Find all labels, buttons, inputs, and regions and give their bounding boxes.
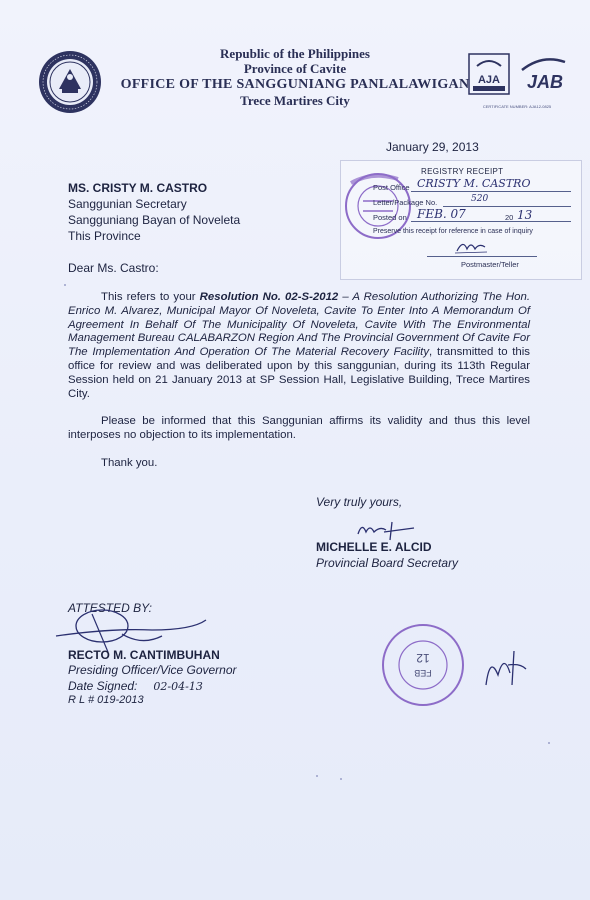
receipt-handwritten-number: 520 [471,194,489,204]
teller-signature-icon [453,237,489,257]
receipt-post-office-label: Post Office [373,183,410,192]
date-signed-label: Date Signed: [68,679,138,693]
attester-name: RECTO M. CANTIMBUHAN [68,648,220,662]
body-p1-intro: This refers to your [101,291,200,303]
certification-logos [467,50,567,112]
paper-speck [548,742,550,744]
receipt-year-prefix: 20 [505,213,514,222]
resolution-number: Resolution No. 02-S-2012 [199,291,339,303]
receipt-line-postmaster [427,256,537,257]
body-p1-dash: – [338,291,353,303]
receipt-letter-label: Letter/Package No. [373,198,438,207]
body-paragraph-2: Please be informed that this Sanggunian affirms its validity and thus this level interposes no objection to its implementation. [68,415,530,442]
addressee-line3: This Province [68,229,141,243]
resolution-title: A Resolution Authorizing The Hon. Enrico M. Alvarez, Municipal Mayor Of Noveleta, Cavite To Enter Into A Memorandum Of Agreement In Behalf Of The Municipality Of Noveleta, Cavite With The Environmental Management Bureau CALABARZON Region And The Provincial Government Of Cavite For The Implementation And Operation Of The Material Recovery Facility [68,291,530,359]
paper-speck [340,778,342,780]
letter-date: January 29, 2013 [386,140,479,154]
svg-text:AJA: AJA [477,74,501,86]
letterhead [110,46,480,108]
addressee-block [68,180,240,244]
addressee-line2: Sangguniang Bayan of Noveleta [68,213,241,227]
certificate-number: CERTIFICATE NUMBER: AJA12-0825 [482,104,552,109]
stamp2-day: 12 [416,651,430,665]
header-province: Province of Cavite [243,61,347,76]
salutation: Dear Ms. Castro: [68,261,159,275]
registry-receipt [340,160,582,280]
paper-speck [316,775,318,777]
receipt-posted-label: Posted on [373,213,407,222]
body-paragraph-1 [68,291,530,401]
attested-by-label: ATTESTED BY: [68,601,153,615]
letter-body [68,291,530,471]
attester-title: Presiding Officer/Vice Governor [68,663,237,677]
stamp2-month: FEB [414,668,432,678]
receiver-signature-icon [480,645,532,697]
receipt-line-post [411,191,571,192]
receipt-title: REGISTRY RECEIPT [421,167,504,176]
paper-speck [64,284,66,286]
aja-jab-logo-icon [467,50,567,104]
receipt-handwritten-name: CRISTY M. CASTRO [417,177,531,190]
date-signed-value: 02-04-13 [153,680,203,693]
receipt-line-posted [411,221,571,222]
body-p1-rest: , transmitted to this office for review and was deliberated upon by this sanggunian, during its 113th Regular Session held on 21 January 2013 at SP Session Hall, Legislative Building, Trece Martires City. [68,346,530,400]
signatory-name: MICHELLE E. ALCID [316,540,432,554]
closing: Very truly yours, [316,495,403,509]
receipt-handwritten-date: FEB. 07 [417,207,466,221]
provincial-seal-icon [37,49,103,115]
addressee-name: MS. CRISTY M. CASTRO [68,181,208,195]
svg-text:JAB: JAB [527,72,564,92]
receipt-preserve-note: Preserve this receipt for reference in case of inquiry [373,228,533,235]
addressee-line1: Sanggunian Secretary [68,197,187,211]
receipt-handwritten-year: 13 [517,208,533,222]
rl-number: R L # 019-2013 [68,694,144,706]
signatory-title: Provincial Board Secretary [316,556,459,570]
date-signed [68,679,203,693]
header-republic: Republic of the Philippines [220,46,370,61]
header-city: Trece Martires City [240,93,350,108]
header-office: OFFICE OF THE SANGGUNIANG PANLALAWIGAN [120,77,470,92]
body-paragraph-3: Thank you. [101,456,158,469]
receipt-postmaster-label: Postmaster/Teller [461,260,519,269]
postmark-stamp-bottom-icon [380,622,466,708]
